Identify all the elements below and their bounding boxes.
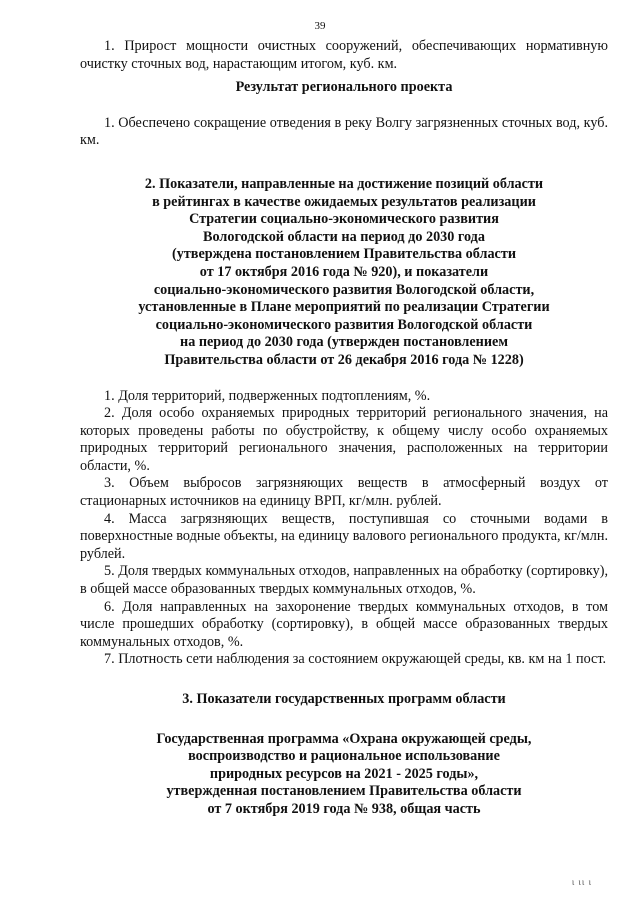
heading-line: Вологодской области на период до 2030 года [203,228,485,245]
heading-line: Правительства области от 26 декабря 2016 года № 1228) [164,351,524,368]
indicator-item: 6. Доля направленных на захоронение твердых коммунальных отходов, в том числе прошедших обработку (сортировку), в общей массе образованных твердых коммунальных отходов, %. [80,598,608,650]
heading-line: (утверждена постановлением Правительства области [172,246,516,263]
program-heading [80,731,608,819]
heading-line: воспроизводство и рациональное использование [188,748,500,765]
heading-line: от 7 октября 2019 года № 938, общая часть [207,800,481,817]
indicator-item: 7. Плотность сети наблюдения за состоянием окружающей среды, кв. км на 1 пост. [104,651,607,668]
indicator-item: 1. Прирост мощности очистных сооружений, обеспечивающих нормативную очистку сточных вод, нарастающим итогом, куб. км. [80,38,608,72]
indicator-item: 4. Масса загрязняющих веществ, поступившая со сточными водами в поверхностные водные объекты, на единицу валового регионального продукта, кг/млн. рублей. [80,510,608,562]
page-content [80,38,608,819]
indicator-item: 5. Доля твердых коммунальных отходов, направленных на обработку (сортировку), в общей массе образованных твердых коммунальных отходов, %. [80,563,608,598]
heading-line: социально-экономического развития Вологодской области [155,316,533,333]
heading-line: Стратегии социально-экономического развития [189,211,499,228]
indicator-item: 1. Доля территорий, подверженных подтоплениям, %. [104,387,431,404]
heading-line: 2. Показатели, направленные на достижение позиций области [144,175,544,192]
heading-line: природных ресурсов на 2021 - 2025 годы», [209,765,479,782]
regional-result-heading: Результат регионального проекта [235,79,453,96]
section-2-heading [80,176,608,370]
page-number: 39 [314,20,326,32]
heading-line: социально-экономического развития Вологодской области, [153,281,535,298]
heading-line: от 17 октября 2016 года № 920), и показатели [199,263,489,280]
indicator-item: 3. Объем выбросов загрязняющих веществ в атмосферный воздух от стационарных источников на единицу ВРП, кг/млн. рублей. [80,475,608,510]
indicator-item: 2. Доля особо охраняемых природных территорий регионального значения, на которых проведены работы по обустройству, к общему числу особо охраняемых природных территорий регионального значения, расположенных на территории области, %. [80,405,608,474]
section-2-items [80,388,608,670]
heading-line: Государственная программа «Охрана окружающей среды, [156,730,532,747]
heading-line: утвержденная постановлением Правительства области [166,783,522,800]
heading-line: установленные в Плане мероприятий по реализации Стратегии [138,299,550,316]
regional-result-item: 1. Обеспечено сокращение отведения в реку Волгу загрязненных сточных вод, куб. км. [80,114,608,149]
section-3-heading: 3. Показатели государственных программ области [182,691,506,707]
heading-line: в рейтингах в качестве ожидаемых результатов реализации [152,193,536,210]
scan-mark: ι ιι ι [571,877,592,887]
heading-line: на период до 2030 года (утвержден постановлением [180,334,508,351]
